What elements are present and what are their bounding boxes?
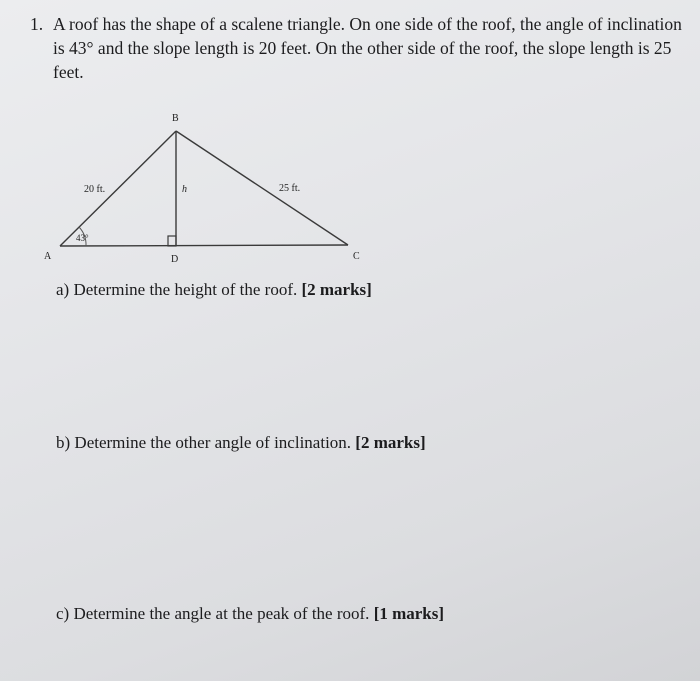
part-c-marks: [1 marks] bbox=[373, 604, 445, 623]
part-a bbox=[56, 279, 372, 301]
vertex-label-c: C bbox=[353, 251, 360, 262]
part-c-text: Determine the angle at the peak of the roof. bbox=[73, 604, 370, 623]
part-a-marks: [2 marks] bbox=[301, 280, 372, 299]
question-number: 1. bbox=[30, 14, 44, 34]
right-angle-marker bbox=[168, 236, 176, 246]
side-label-right: 25 ft. bbox=[279, 183, 301, 194]
side-bc bbox=[176, 131, 348, 245]
side-ab bbox=[60, 131, 176, 246]
height-label: h bbox=[182, 184, 187, 195]
part-b bbox=[56, 432, 426, 454]
part-a-label: a) bbox=[56, 280, 70, 299]
part-c-label: c) bbox=[56, 604, 70, 623]
part-a-text: Determine the height of the roof. bbox=[73, 280, 298, 299]
side-label-left: 20 ft. bbox=[84, 184, 106, 195]
vertex-label-a: A bbox=[44, 251, 52, 262]
part-b-marks: [2 marks] bbox=[355, 433, 426, 452]
part-b-text: Determine the other angle of inclination. bbox=[74, 433, 352, 452]
angle-label: 43° bbox=[76, 233, 89, 243]
vertex-label-b: B bbox=[172, 113, 179, 124]
question-text: A roof has the shape of a scalene triangle. On one side of the roof, the angle of inclination is 43° and the slope length is 20 feet. On the other side of the roof, the slope length is 25 feet. bbox=[53, 14, 682, 82]
vertex-label-d: D bbox=[171, 254, 179, 265]
question-1 bbox=[30, 12, 690, 84]
triangle-diagram bbox=[30, 100, 390, 270]
part-c bbox=[56, 603, 444, 625]
part-b-label: b) bbox=[56, 433, 71, 452]
side-ac bbox=[60, 245, 348, 246]
